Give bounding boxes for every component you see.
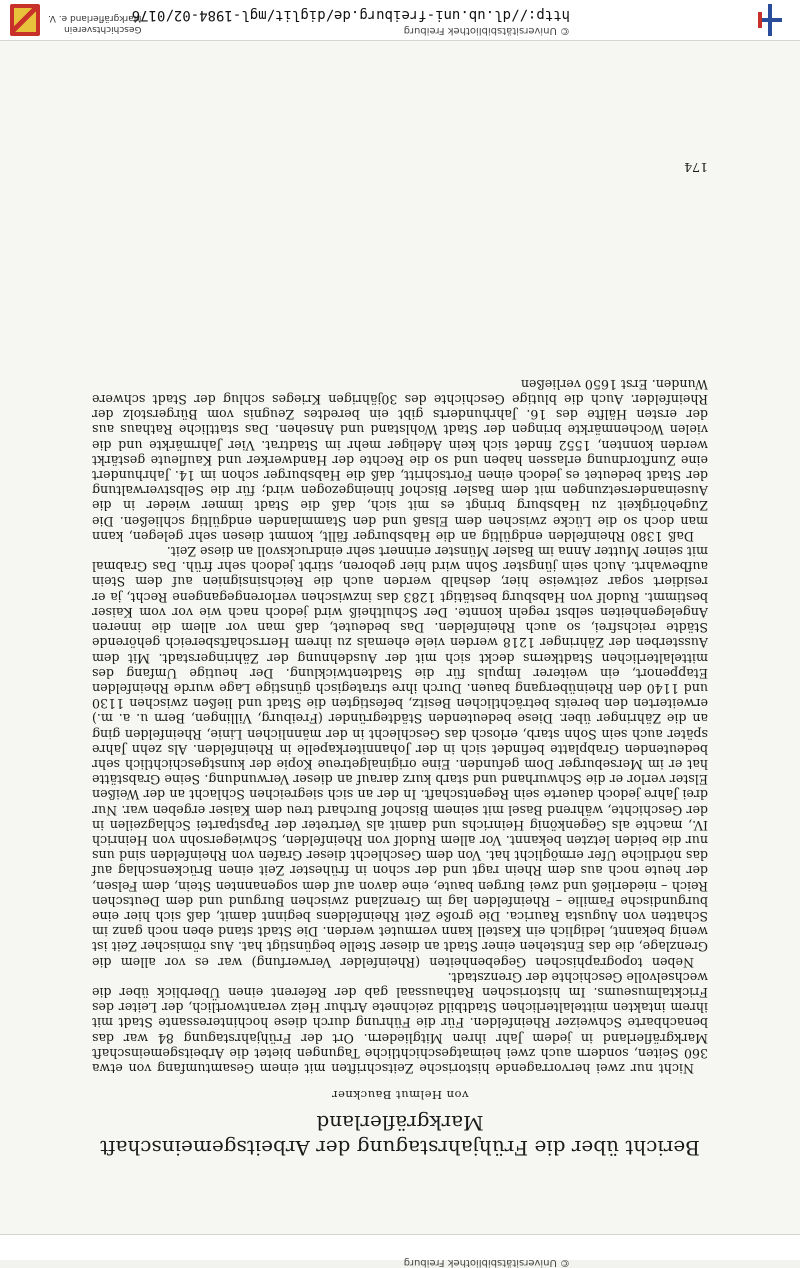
society-crest-icon[interactable] (10, 4, 40, 36)
library-copyright: © Universitätsbibliothek Freiburg (403, 25, 570, 36)
footer-bar (0, 1234, 800, 1268)
society-name: Geschichtsverein Markgräflerland e. V. (48, 13, 142, 34)
university-logo-icon[interactable] (752, 2, 788, 38)
header-bar (0, 0, 800, 41)
document-url-link[interactable]: http://dl.ub.uni-freiburg.de/diglit/mgl-1984-02/0176 (131, 7, 570, 23)
page-number: 174 (684, 160, 708, 175)
footer-bar-content (0, 1235, 800, 1268)
article-author: von Helmut Bauckner (331, 1088, 469, 1102)
paragraph: Daß 1380 Rheinfelden endgültig an die Habsburger fällt, kommt diesen sehr gelegen, kann man doch so die Lücke zwischen dem Elsaß und den Stammlanden endgültig schließen. Die Zugehörigkeit zu Habsburg bringt es mit sich, daß die Stadt immer wieder in die Auseinandersetzungen mit dem Basler Bischof hineingezogen wird; für die Selbstverwaltung der Stadt bedeutet es jedoch einen Fortschritt, daß die Habsburger schon im 14. Jahrhundert eine Zunftordnung erlassen haben und so die Rechte der Handwerker und Kaufleute gestärkt werden konnten, 1552 findet sich kein Adeliger mehr im Stadtrat. Vier Jahrmärkte und die vielen Wochenmärkte bringen der Stadt Wohlstand und Ansehen. Das stattliche Rathaus aus der ersten Hälfte des 16. Jahrhunderts gibt ein beredtes Zeugnis vom Bürgerstolz der Rheinfelder. Auch die blutige Geschichte des 30jährigen Krieges schlug der Stadt schwere Wunden. Erst 1650 verließen (92, 376, 708, 544)
header-bar-content (0, 0, 800, 40)
article-title-line1: Bericht über die Frühjahrstagung der Arbeitsgemeinschaft (100, 1136, 700, 1160)
paragraph: Neben topographischen Gegebenheiten (Rheinfelder Verwerfung) war es vor allem die Grenzlage, die das Entstehen einer Stadt an dieser Stelle begünstigt hat. Aus römischer Zeit ist wenig bekannt, lediglich ein Kastell kann vermutet werden. Die Stadt stand eben noch ganz im Schatten von Augusta Raurica. Die große Zeit Rheinfeldens beginnt damit, daß sich hier eine burgundische Familie – Rheinfelden lag im Grenzland zwischen Burgund und dem Deutschen Reich – niederließ und zwei Burgen baute, eine davon auf dem sogenannten Stein, dem Felsen, der heute noch aus dem Rhein ragt und der schon in frühester Zeit einen Brückenschlag auf das nördliche Ufer ermöglicht hat. Von dem Geschlecht dieser Grafen von Rheinfelden sind uns nur die beiden letzten bekannt. Vor allem Rudolf von Rheinfelden, Schwiegersohn von Heinrich IV., machte als Gegenkönig Heinrichs und damit als Vertreter der Papstpartei Schlagzeilen in der Geschichte, während Basel mit seinem Bischof Burchard treu dem Kaiser ergeben war. Nur drei Jahre jedoch dauerte sein Regentschaft. In der an sich siegreichen Schlacht an der Weißen Elster verlor er die Schwurhand und starb kurz darauf an dieser Verwundung. Seine Grabstätte hat er im Merseburger Dom gefunden. Eine originalgetreue Kopie der kunstgeschichtlich sehr bedeutenden Grabplatte befindet sich in der Johanniterkapelle in Rheinfelden. Als zehn Jahre später auch sein Sohn starb, erlosch das Geschlecht in der männlichen Linie, Rheinfelden ging an die Zähringer über. Diese bedeutenden Städtegründer (Freiburg, Villingen, Bern u. a. m.) erweiterten den bereits beträchtlichen Besitz, befestigten die Stadt und ließen zwischen 1130 und 1140 den Rheinübergang bauen. Durch ihre strategisch günstige Lage wurde Rheinfelden Etappenort, ein weiterer Impuls für die Stadtentwicklung. Der heutige Umfang des mittelalterlichen Stadtkerns deckt sich mit der Ausdehnung der Zähringerstadt. Mit dem Aussterben der Zähringer 1218 werden viele ehemals zu ihrem Herrschaftsbereich gehörende Städte reichsfrei, so auch Rheinfelden. Das bedeutet, daß man vor allem die inneren Angelegenheiten selbst regeln konnte. Der Schultheiß wird jedoch nach wie vor vom Kaiser bestimmt. Rudolf von Habsburg bestätigt 1283 das inzwischen verlorengegangene Recht, ja er residiert sogar zeitweise hier, deshalb werden auch die Reichsinsignien auf dem Stein aufbewahrt. Auch sein jüngster Sohn wird hier geboren, stirbt jedoch sehr früh. Das Grabmal mit seiner Mutter Anna im Basler Münster erinnert sehr eindrucksvoll an diese Zeit. (92, 544, 708, 970)
scanned-page (92, 160, 708, 1160)
footer-copyright: © Universitätsbibliothek Freiburg (403, 1257, 570, 1268)
paragraph: Nicht nur zwei hervorragende historische Zeitschriften mit einem Gesamtumfang von etwa 360 Seiten, sondern auch zwei heimatgeschichtliche Tagungen bietet die Arbeitsgemeinschaft Markgräflerland in jedem Jahr ihren Mitgliedern. Ort der Frühjahrstagung 84 war das benachbarte Schweizer Rheinfelden. Für die Führung durch diese hochinteressante Stadt mit ihrem intakten mittelalterlichen Stadtbild zeichnete Arthur Heiz verantwortlich, der Leiter des Fricktalmuseums. Im historischen Rathaussaal gab der Referent einen Überblick über die wechselvolle Geschichte der Grenzstadt. (92, 969, 708, 1076)
article-title-line2: Markgräflerland (316, 1111, 484, 1135)
article-title (92, 1110, 708, 1160)
